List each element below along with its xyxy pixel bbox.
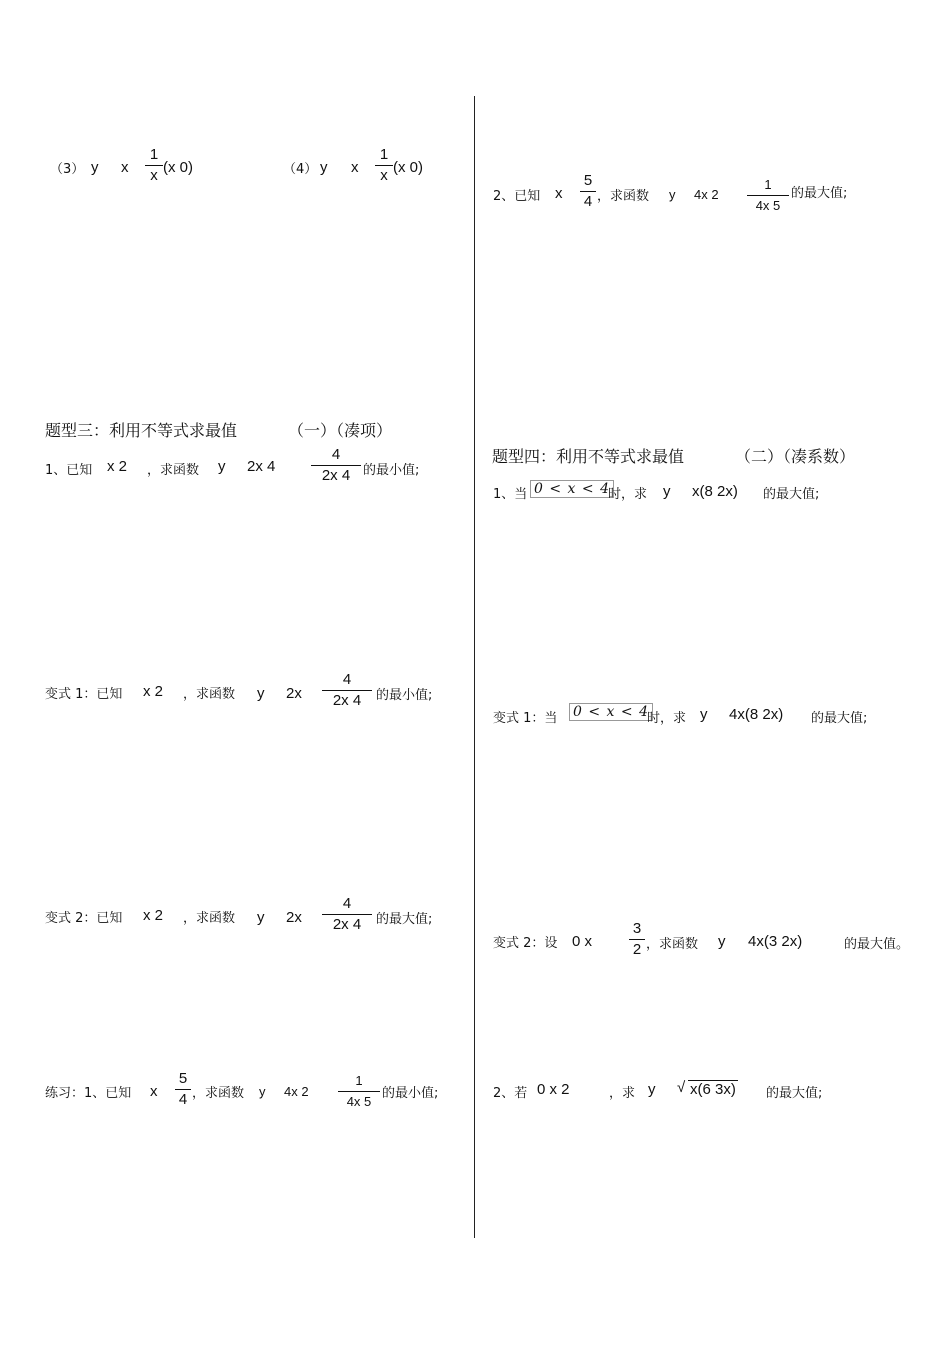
sqrt-symbol: √ bbox=[677, 1079, 686, 1096]
problem-3-fraction: 1 x bbox=[145, 146, 163, 185]
right-q1-range: 0 < x < 4 bbox=[530, 480, 614, 498]
right-q2b-post: 的最大值; bbox=[766, 1086, 823, 1101]
right-v1-mid: 时，求 bbox=[647, 711, 687, 726]
left-q1-fraction: 4 2x 4 bbox=[311, 446, 361, 485]
left-v1-y: y bbox=[257, 685, 265, 702]
left-ex-post: 的最小值; bbox=[382, 1086, 439, 1101]
left-v1-expr: 2x bbox=[286, 685, 302, 702]
right-q2-post: 的最大值; bbox=[791, 186, 848, 201]
right-v2-cond: 0 x bbox=[572, 933, 593, 950]
left-v1-fraction: 4 2x 4 bbox=[322, 671, 372, 710]
left-ex-y: y bbox=[259, 1084, 266, 1099]
section-3-title: 题型三：利用不等式求最值 bbox=[45, 421, 238, 440]
right-q2-cond-fraction: 5 4 bbox=[580, 172, 596, 211]
left-q1-cond: x 2 bbox=[107, 458, 128, 475]
section-4-tag: （二）（凑系数） bbox=[735, 447, 856, 466]
left-v2-post: 的最大值; bbox=[376, 912, 433, 927]
right-q2b-cond: 0 x 2 bbox=[537, 1081, 570, 1098]
left-q1-pre: 1、已知 bbox=[45, 463, 93, 478]
right-q2b-y: y bbox=[648, 1081, 656, 1098]
problem-3-lhs: y bbox=[91, 159, 99, 176]
right-q2-mid: ，求函数 bbox=[597, 189, 650, 204]
right-q2-pre: 2、已知 bbox=[493, 189, 541, 204]
problem-3-label: （3） bbox=[50, 162, 85, 177]
right-v2-cond-fraction: 3 2 bbox=[629, 920, 645, 959]
right-v1-pre: 变式 1：当 bbox=[493, 711, 558, 726]
right-q1-pre: 1、当 bbox=[493, 487, 528, 502]
right-q1-post: 的最大值; bbox=[763, 487, 820, 502]
left-ex-x: x bbox=[150, 1083, 158, 1100]
problem-4-fraction: 1 x bbox=[375, 146, 393, 185]
right-v1-post: 的最大值; bbox=[811, 711, 868, 726]
right-q2b-pre: 2、若 bbox=[493, 1086, 528, 1101]
left-v2-expr: 2x bbox=[286, 909, 302, 926]
problem-4-x: x bbox=[351, 159, 359, 176]
left-ex-pre: 练习：1、已知 bbox=[45, 1086, 132, 1101]
left-v2-y: y bbox=[257, 909, 265, 926]
left-v1-mid: ，求函数 bbox=[183, 687, 236, 702]
left-v1-cond: x 2 bbox=[143, 683, 164, 700]
left-q1-post: 的最小值; bbox=[363, 463, 420, 478]
left-ex-fraction: 1 4x 5 bbox=[338, 1072, 380, 1111]
right-q1-y: y bbox=[663, 483, 671, 500]
right-q1-expr: x(8 2x) bbox=[692, 483, 738, 500]
right-q2-x: x bbox=[555, 185, 563, 202]
left-q1-mid: ，求函数 bbox=[147, 463, 200, 478]
right-q2-expr: 4x 2 bbox=[694, 187, 719, 202]
problem-4-lhs: y bbox=[320, 159, 328, 176]
left-v1-post: 的最小值; bbox=[376, 688, 433, 703]
right-v2-mid: ，求函数 bbox=[646, 937, 699, 952]
right-v2-expr: 4x(3 2x) bbox=[748, 933, 803, 950]
right-v1-expr: 4x(8 2x) bbox=[729, 706, 784, 723]
section-4-title: 题型四：利用不等式求最值 bbox=[492, 447, 685, 466]
problem-4-label: （4） bbox=[283, 162, 318, 177]
right-v1-y: y bbox=[700, 706, 708, 723]
right-v2-post: 的最大值。 bbox=[844, 937, 910, 952]
left-v2-mid: ，求函数 bbox=[183, 911, 236, 926]
problem-3-condition: (x 0) bbox=[163, 159, 193, 176]
left-ex-expr: 4x 2 bbox=[284, 1084, 309, 1099]
right-q2-fraction: 1 4x 5 bbox=[747, 176, 789, 215]
right-v2-pre: 变式 2：设 bbox=[493, 936, 558, 951]
section-3-tag: （一）（凑项） bbox=[288, 421, 393, 440]
right-q2-y: y bbox=[669, 187, 676, 202]
left-q1-y: y bbox=[218, 458, 226, 475]
left-v2-cond: x 2 bbox=[143, 907, 164, 924]
left-q1-expr: 2x 4 bbox=[247, 458, 276, 475]
column-divider bbox=[474, 96, 475, 1238]
problem-4-condition: (x 0) bbox=[393, 159, 423, 176]
left-v2-pre: 变式 2：已知 bbox=[45, 911, 123, 926]
problem-3-x: x bbox=[121, 159, 129, 176]
right-q2b-expr: x(6 3x) bbox=[690, 1081, 736, 1098]
right-v1-range: 0 < x < 4 bbox=[569, 703, 653, 721]
left-v2-fraction: 4 2x 4 bbox=[322, 895, 372, 934]
right-q1-mid: 时，求 bbox=[608, 487, 648, 502]
left-v1-pre: 变式 1：已知 bbox=[45, 687, 123, 702]
right-v2-y: y bbox=[718, 933, 726, 950]
right-q2b-mid: ，求 bbox=[609, 1086, 636, 1101]
left-ex-mid: ，求函数 bbox=[192, 1086, 245, 1101]
left-ex-cond-fraction: 5 4 bbox=[175, 1070, 191, 1109]
